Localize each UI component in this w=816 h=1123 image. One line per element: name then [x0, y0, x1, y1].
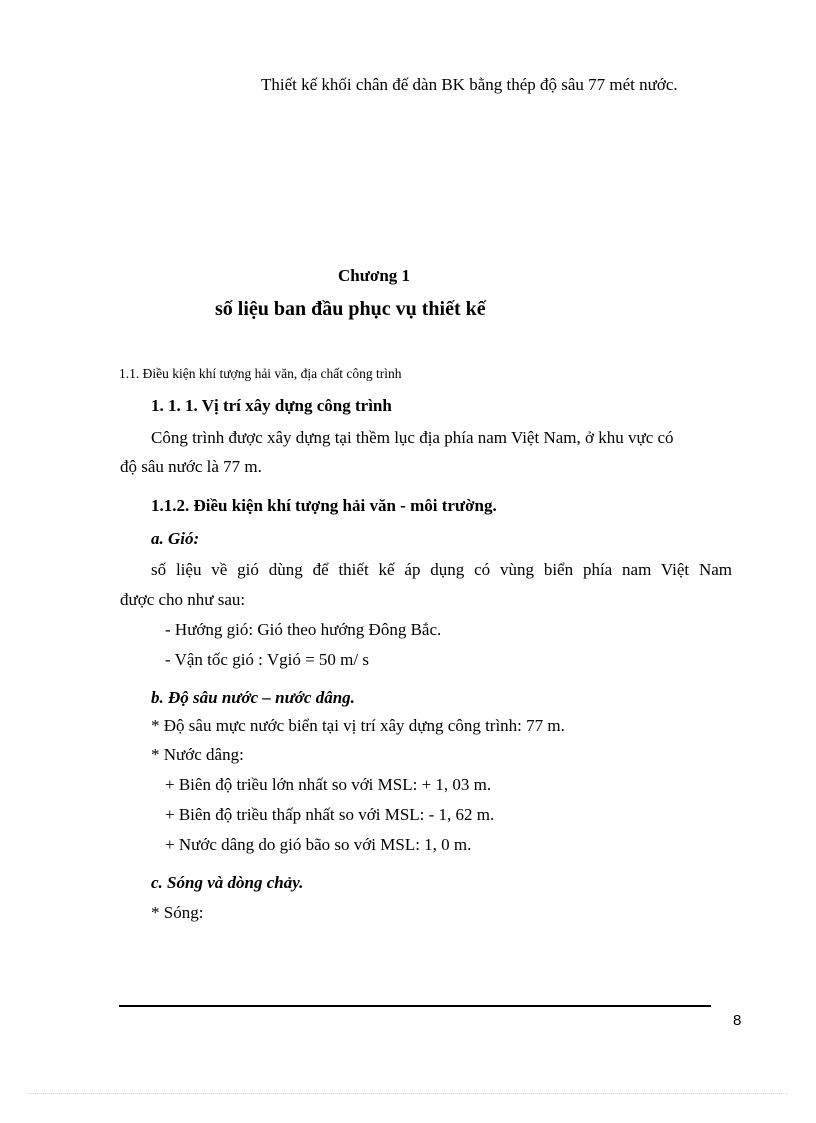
subsection-heading-location: 1. 1. 1. Vị trí xây dựng công trình	[151, 396, 392, 415]
subsection-heading-conditions: 1.1.2. Điều kiện khí tượng hải văn - môi trường.	[151, 496, 497, 515]
footer-rule	[119, 1005, 711, 1007]
wind-heading: a. Gió:	[151, 529, 200, 548]
tide-max-item: + Biên độ triều lớn nhất so với MSL: + 1, 03 m.	[165, 775, 492, 794]
chapter-title: số liệu ban đầu phục vụ thiết kế	[215, 298, 486, 320]
waves-line: * Sóng:	[151, 903, 204, 922]
depth-line: * Độ sâu mực nước biển tại vị trí xây dựng công trình: 77 m.	[151, 716, 565, 735]
location-paragraph-line1: Công trình được xây dựng tại thềm lục địa phía nam Việt Nam, ở khu vực có	[151, 428, 674, 447]
storm-surge-item: + Nước dâng do gió bão so với MSL: 1, 0 m.	[165, 835, 472, 854]
section-heading: 1.1. Điều kiện khí tượng hải văn, địa chất công trình	[119, 366, 402, 381]
location-paragraph-line2: độ sâu nước là 77 m.	[120, 457, 262, 476]
chapter-number: Chương 1	[338, 266, 411, 285]
wind-paragraph-line1: số liệu về gió dùng để thiết kế áp dụng có vùng biển phía nam Việt Nam	[151, 560, 732, 579]
waves-currents-heading: c. Sóng và dòng chảy.	[151, 873, 304, 892]
page-number: 8	[733, 1012, 742, 1029]
wind-direction-item: - Hướng gió: Gió theo hướng Đông Bắc.	[165, 620, 442, 639]
wind-speed-item: - Vận tốc gió : Vgió = 50 m/ s	[165, 650, 369, 669]
document-header: Thiết kế khối chân đế dàn BK bằng thép độ sâu 77 mét nước.	[261, 75, 678, 94]
page-bottom-edge	[28, 1093, 788, 1094]
surge-line: * Nước dâng:	[151, 745, 244, 764]
depth-heading: b. Độ sâu nước – nước dâng.	[151, 688, 355, 707]
tide-min-item: + Biên độ triều thấp nhất so với MSL: - 1, 62 m.	[165, 805, 495, 824]
wind-paragraph-line2: được cho như sau:	[120, 590, 246, 609]
